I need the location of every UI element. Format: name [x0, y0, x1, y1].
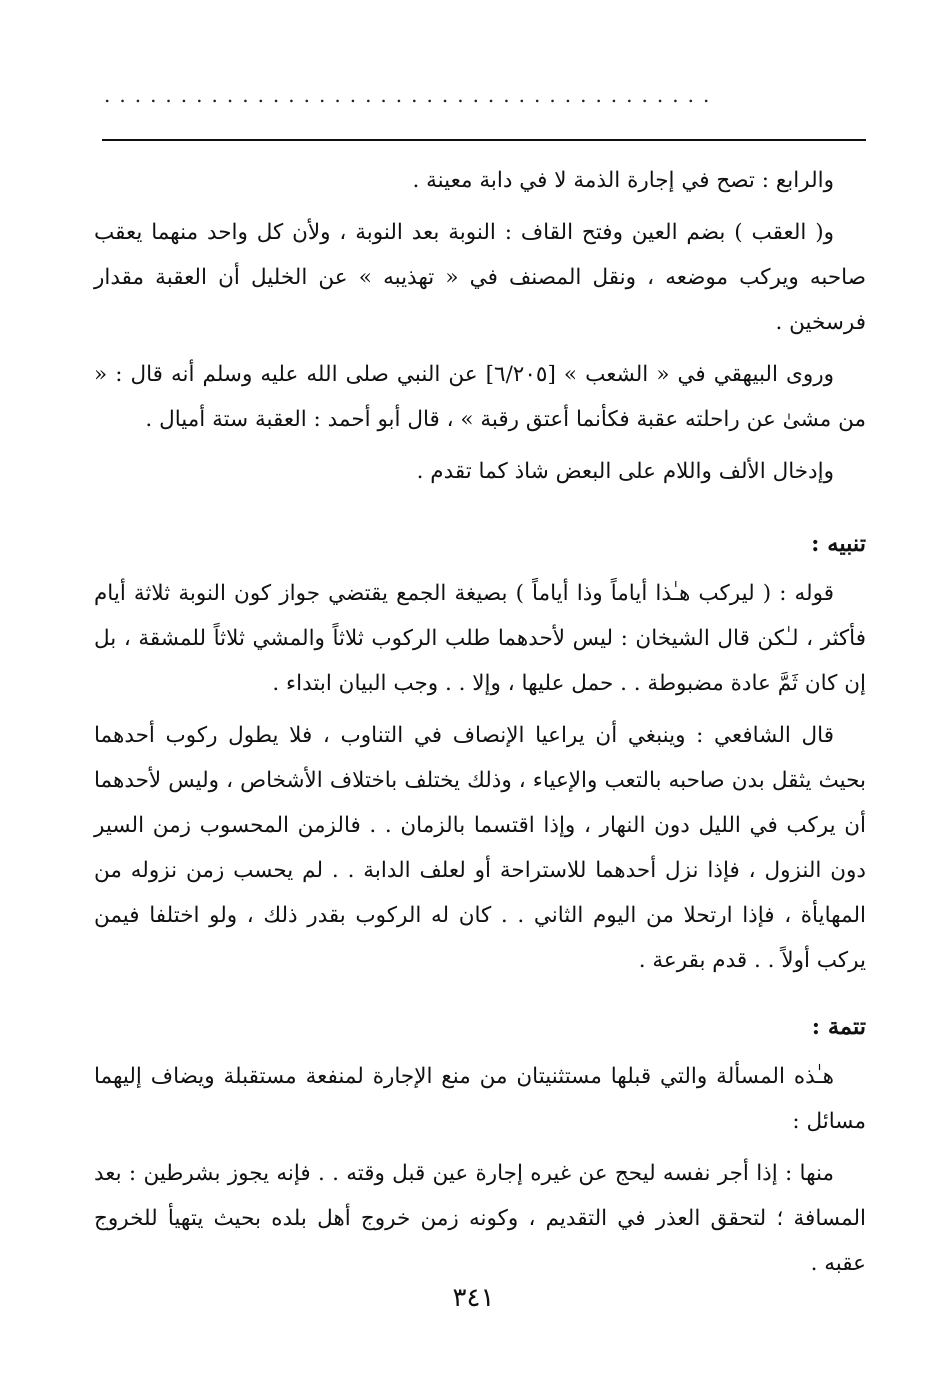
- heading-tanbih: تنبيه :: [811, 531, 866, 557]
- header-dotted-line: ........................................: [104, 84, 719, 106]
- paragraph-minha: منها : إذا أجر نفسه ليحج عن غيره إجارة عين قبل وقته . . فإنه يجوز بشرطين : بعد المسافة ؛ لتحقق العذر في التقديم ، وكونه زمن خروج أهل بلده بحيث يتهيأ للخروج عقبه .: [94, 1161, 866, 1276]
- paragraph-bayhaqi: وروى البيهقي في « الشعب » [٦/٢٠٥] عن النبي صلى الله عليه وسلم أنه قال : « من مشىٰ عن راحلته عقبة فكأنما أعتق رقبة » ، قال أبو أحمد : العقبة ستة أميال .: [94, 362, 866, 432]
- header-rule: [102, 139, 866, 141]
- heading-tatimma: تتمة :: [811, 1014, 866, 1040]
- paragraph-fourth: والرابع : تصح في إجارة الذمة لا في دابة معينة .: [412, 168, 834, 193]
- paragraph-uqab: و( العقب ) بضم العين وفتح القاف : النوبة بعد النوبة ، ولأن كل واحد منهما يعقب صاحبه ويركب موضعه ، ونقل المصنف في « تهذيبه » عن الخليل أن العقبة مقدار فرسخين .: [94, 220, 866, 335]
- paragraph-shafii: قال الشافعي : وينبغي أن يراعيا الإنصاف في التناوب ، فلا يطول ركوب أحدهما بحيث يثقل بدن صاحبه بالتعب والإعياء ، وذلك يختلف باختلاف الأشخاص ، وليس لأحدهما أن يركب في الليل دون النهار ، وإذا اقتسما بالزمان . . فالزمن المحسوب زمن السير دون النزول ، فإذا نزل أحدهما للاستراحة أو لعلف الدابة . . لم يحسب زمن نزوله من المهايأة ، فإذا ارتحلا من اليوم الثاني . . كان له الركوب بقدر ذلك ، ولو اختلفا فيمن يركب أولاً . . قدم بقرعة .: [94, 723, 866, 973]
- paragraph-mas-ala: هـٰذه المسألة والتي قبلها مستثنيتان من منع الإجارة لمنفعة مستقبلة ويضاف إليهما مسائل :: [94, 1064, 866, 1134]
- page-body: [94, 158, 866, 1293]
- paragraph-qawluhu: قوله : ( ليركب هـٰذا أياماً وذا أياماً ) بصيغة الجمع يقتضي جواز كون النوبة ثلاثة أيام فأكثر ، لـٰكن قال الشيخان : ليس لأحدهما طلب الركوب ثلاثاً والمشي ثلاثاً للمشقة ، بل إن كان ثَمَّ عادة مضبوطة . . حمل عليها ، وإلا . . وجب البيان ابتداء .: [94, 581, 866, 696]
- paragraph-alif-lam: وإدخال الألف واللام على البعض شاذ كما تقدم .: [416, 459, 834, 484]
- page-number: ٣٤١: [452, 1283, 495, 1313]
